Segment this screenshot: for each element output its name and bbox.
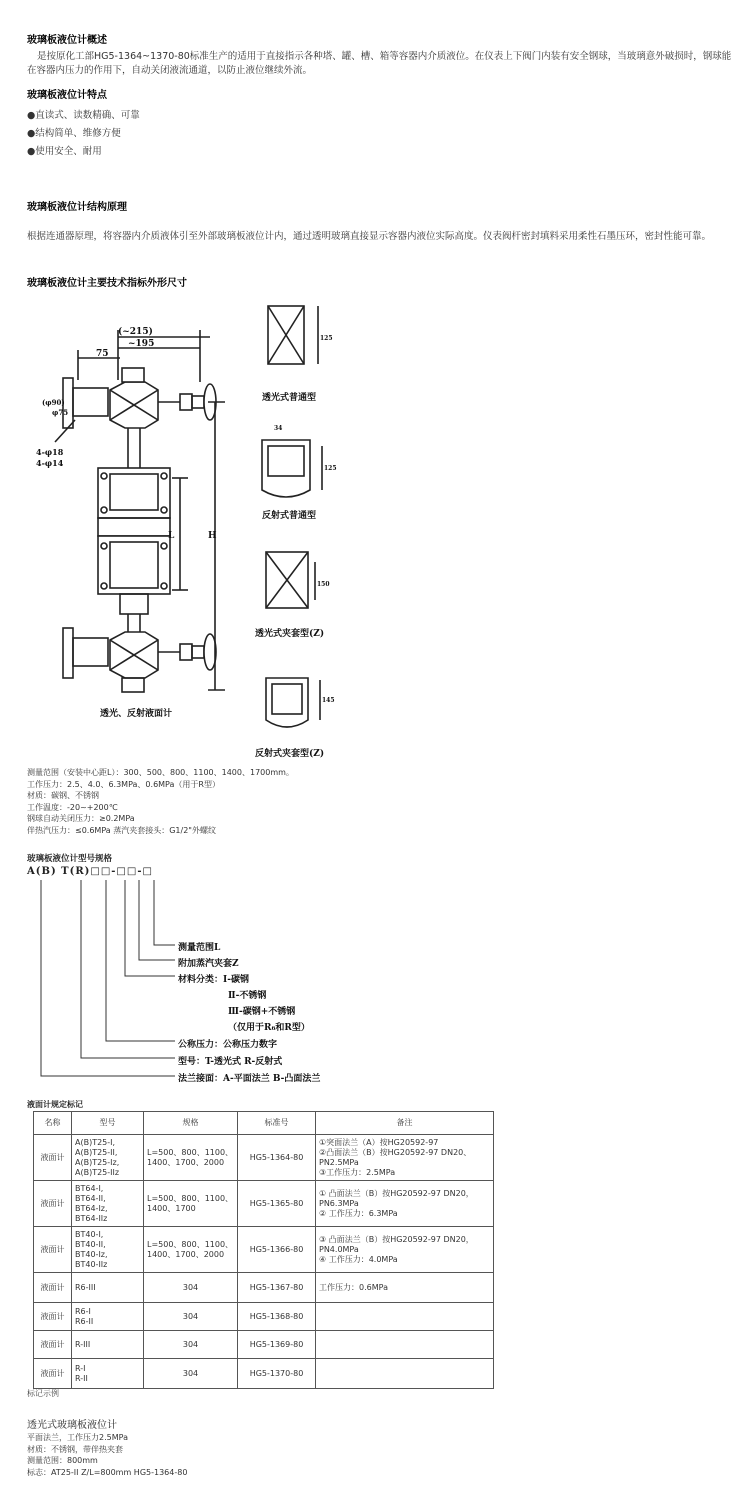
table-row bbox=[34, 1227, 494, 1273]
dim-H: H bbox=[208, 531, 217, 541]
model-code: A(B) T(R)□□-□□-□ bbox=[27, 866, 153, 877]
cell-model: R6-III bbox=[72, 1273, 144, 1303]
example-lines bbox=[27, 1432, 187, 1478]
code-label-material: 材料分类：Ⅰ-碳钢 bbox=[178, 975, 249, 985]
features-title: 玻璃板液位计特点 bbox=[27, 90, 107, 101]
cell-name: 液面计 bbox=[34, 1303, 72, 1331]
caption-2: 反射式普通型 bbox=[262, 511, 317, 521]
table-footer: 标记示例 bbox=[27, 1389, 59, 1398]
cell-model: R6-I R6-II bbox=[72, 1303, 144, 1331]
col-header: 备注 bbox=[316, 1112, 494, 1135]
cell-spec: L=500、800、1100、 1400、1700 bbox=[144, 1181, 238, 1227]
model-code-labels bbox=[178, 940, 310, 1036]
dim-holes-1: 4-φ18 bbox=[36, 447, 64, 457]
level-gauge-drawing bbox=[30, 290, 360, 760]
table-row bbox=[34, 1331, 494, 1359]
example-line: 材质：不锈钢，带伴热夹套 bbox=[27, 1444, 123, 1454]
table-row bbox=[34, 1135, 494, 1181]
cell-spec: 304 bbox=[144, 1331, 238, 1359]
model-code-labels-2 bbox=[178, 1037, 320, 1088]
cell-std: HG5-1369-80 bbox=[238, 1331, 316, 1359]
cell-std: HG5-1366-80 bbox=[238, 1227, 316, 1273]
cell-std: HG5-1370-80 bbox=[238, 1359, 316, 1389]
col-header: 标准号 bbox=[238, 1112, 316, 1135]
code-label-range: 测量范围L bbox=[178, 943, 221, 953]
cell-name: 液面计 bbox=[34, 1227, 72, 1273]
col-header: 规格 bbox=[144, 1112, 238, 1135]
cell-name: 液面计 bbox=[34, 1359, 72, 1389]
cell-std: HG5-1367-80 bbox=[238, 1273, 316, 1303]
model-spec-title: 玻璃板液位计型号规格 bbox=[27, 854, 113, 864]
caption-3: 透光式夹套型(Z) bbox=[255, 629, 325, 639]
table-row bbox=[34, 1181, 494, 1227]
principle-title: 玻璃板液位计结构原理 bbox=[27, 202, 127, 213]
marking-table bbox=[33, 1111, 494, 1389]
cell-model: A(B)T25-I, A(B)T25-II, A(B)T25-Iz, A(B)T25-IIz bbox=[72, 1135, 144, 1181]
cell-note bbox=[316, 1303, 494, 1331]
dim-holes-2: 4-φ14 bbox=[36, 458, 64, 468]
dim-125a: 125 bbox=[320, 335, 333, 342]
cell-name: 液面计 bbox=[34, 1135, 72, 1181]
cell-spec: 304 bbox=[144, 1359, 238, 1389]
table-row bbox=[34, 1303, 494, 1331]
dim-L: L bbox=[168, 531, 175, 541]
cell-note: ③ 凸面法兰（B）按HG20592-97 DN20， PN4.0MPa ④ 工作压力：4.0MPa bbox=[316, 1227, 494, 1273]
dim-phi75: φ75 bbox=[52, 408, 69, 417]
cell-spec: L=500、800、1100、 1400、1700、2000 bbox=[144, 1227, 238, 1273]
cell-note bbox=[316, 1359, 494, 1389]
dim-150: 150 bbox=[317, 581, 330, 588]
code-label-type: 型号：T-透光式 R-反射式 bbox=[178, 1057, 283, 1067]
feature-item: ●结构简单、维修方便 bbox=[27, 128, 121, 139]
cell-spec: L=500、800、1100、 1400、1700、2000 bbox=[144, 1135, 238, 1181]
code-label-material-3: Ⅲ-碳钢+不锈钢 bbox=[228, 1007, 296, 1017]
dim-195: ~195 bbox=[128, 339, 155, 349]
code-label-material-2: Ⅱ-不锈钢 bbox=[228, 991, 267, 1001]
param-line: 伴热汽压力：≤0.6MPa 蒸汽夹套接头：G1/2"外螺纹 bbox=[27, 825, 216, 835]
cell-note: ① 凸面法兰（B）按HG20592-97 DN20， PN6.3MPa ② 工作压力：6.3MPa bbox=[316, 1181, 494, 1227]
code-label-jacket: 附加蒸汽夹套Z bbox=[178, 959, 239, 969]
code-label-material-note: （仅用于R₆和R型） bbox=[228, 1023, 310, 1033]
cell-name: 液面计 bbox=[34, 1273, 72, 1303]
feature-item: ●使用安全、耐用 bbox=[27, 146, 102, 157]
param-line: 材质：碳钢、不锈钢 bbox=[27, 791, 99, 800]
param-line: 钢球自动关闭压力：≥0.2MPa bbox=[27, 814, 135, 823]
cell-name: 液面计 bbox=[34, 1331, 72, 1359]
param-line: 工作压力：2.5、4.0、6.3MPa、0.6MPa（用于R型） bbox=[27, 779, 220, 789]
overview-text: 是按原化工部HG5-1364~1370-80标准生产的适用于直接指示各种塔、罐、槽、箱等容器内介质液位。在仪表上下阀门内装有安全钢球，当玻璃意外破损时，钢球能在容器内压力的作用下，自动关闭液流通道，以防止液位继续外流。 bbox=[27, 51, 732, 76]
cell-model: BT64-I, BT64-II, BT64-Iz, BT64-IIz bbox=[72, 1181, 144, 1227]
cell-std: HG5-1368-80 bbox=[238, 1303, 316, 1331]
tech-title: 玻璃板液位计主要技术指标外形尺寸 bbox=[27, 278, 187, 289]
params bbox=[27, 767, 294, 836]
cell-model: R-III bbox=[72, 1331, 144, 1359]
caption-main: 透光、反射液面计 bbox=[100, 709, 173, 719]
overview-title: 玻璃板液位计概述 bbox=[27, 35, 107, 46]
dim-215: (~215) bbox=[118, 327, 153, 337]
example-line: 平面法兰，工作压力2.5MPa bbox=[27, 1433, 128, 1442]
marking-table-title: 液面计规定标记 bbox=[27, 1100, 83, 1109]
table-row bbox=[34, 1359, 494, 1389]
cell-model: BT40-I, BT40-II, BT40-Iz, BT40-IIz bbox=[72, 1227, 144, 1273]
dim-145: 145 bbox=[322, 697, 335, 704]
cell-std: HG5-1364-80 bbox=[238, 1135, 316, 1181]
param-line: 工作温度：-20~+200℃ bbox=[27, 802, 118, 812]
table-row bbox=[34, 1273, 494, 1303]
cell-note bbox=[316, 1331, 494, 1359]
cell-note: ①突面法兰（A）按HG20592-97 ②凸面法兰（B）按HG20592-97 DN20、 PN2.5MPa ③工作压力：2.5MPa bbox=[316, 1135, 494, 1181]
code-label-flange: 法兰接面：A-平面法兰 B-凸面法兰 bbox=[178, 1074, 321, 1084]
example-line: 标志：AT25-II Z/L=800mm HG5-1364-80 bbox=[27, 1467, 188, 1477]
example-line: 测量范围：800mm bbox=[27, 1456, 98, 1465]
param-line: 测量范围（安装中心距L）：300、500、800、1100、1400、1700mm。 bbox=[27, 768, 294, 777]
col-header: 名称 bbox=[34, 1112, 72, 1135]
example-title: 透光式玻璃板液位计 bbox=[27, 1420, 117, 1431]
cell-spec: 304 bbox=[144, 1273, 238, 1303]
code-label-pressure: 公称压力：公称压力数字 bbox=[178, 1040, 278, 1050]
feature-item: ●直读式、读数精确、可靠 bbox=[27, 110, 140, 121]
cell-note: 工作压力：0.6MPa bbox=[316, 1273, 494, 1303]
cell-spec: 304 bbox=[144, 1303, 238, 1331]
col-header: 型号 bbox=[72, 1112, 144, 1135]
dim-phi90: (φ90) bbox=[42, 398, 65, 407]
cell-model: R-I R-II bbox=[72, 1359, 144, 1389]
caption-4: 反射式夹套型(Z) bbox=[255, 749, 325, 759]
caption-1: 透光式普通型 bbox=[262, 393, 317, 403]
table-header-row bbox=[34, 1112, 494, 1135]
dim-34: 34 bbox=[274, 425, 283, 432]
dim-75: 75 bbox=[96, 349, 109, 359]
principle-text: 根据连通器原理，将容器内介质液体引至外部玻璃板液位计内，通过透明玻璃直接显示容器内液位实际高度。仪表阀杆密封填料采用柔性石墨压环，密封性能可靠。 bbox=[27, 231, 712, 242]
cell-name: 液面计 bbox=[34, 1181, 72, 1227]
dim-125b: 125 bbox=[324, 465, 337, 472]
cell-std: HG5-1365-80 bbox=[238, 1181, 316, 1227]
